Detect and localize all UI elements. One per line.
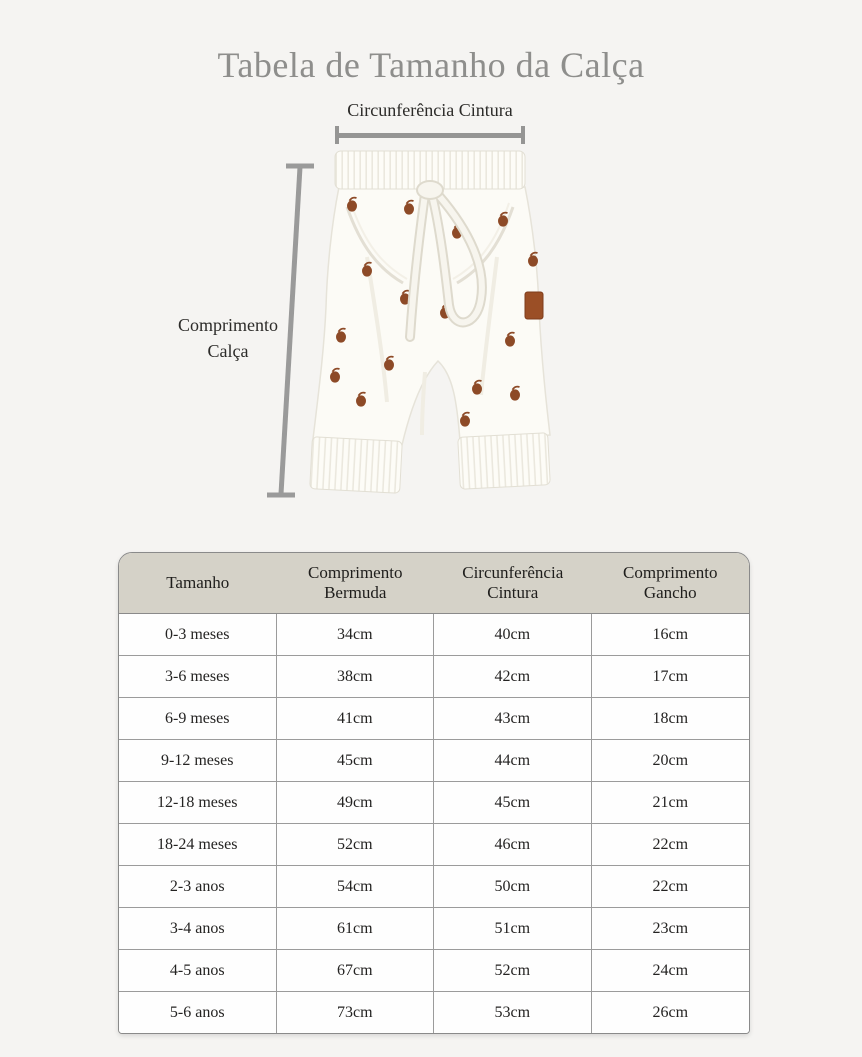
table-cell: 51cm: [434, 908, 592, 950]
table-cell: 43cm: [434, 698, 592, 740]
brand-patch-icon: [525, 292, 543, 319]
column-header: Circunferência Cintura: [434, 553, 592, 614]
table-cell: 73cm: [277, 992, 435, 1033]
table-cell: 61cm: [277, 908, 435, 950]
table-cell: 38cm: [277, 656, 435, 698]
table-cell: 67cm: [277, 950, 435, 992]
table-row: [119, 782, 749, 824]
length-measure-label-line2: Calça: [207, 341, 249, 361]
table-cell: 3-6 meses: [119, 656, 277, 698]
size-table-grid: [119, 553, 749, 1033]
table-cell: 45cm: [277, 740, 435, 782]
table-row: [119, 614, 749, 656]
table-cell: 52cm: [434, 950, 592, 992]
table-cell: 54cm: [277, 866, 435, 908]
column-header: Tamanho: [119, 553, 277, 614]
table-cell: 6-9 meses: [119, 698, 277, 740]
size-table-header: [119, 553, 749, 614]
table-cell: 20cm: [592, 740, 750, 782]
size-table-body: [119, 614, 749, 1033]
page-title: Tabela de Tamanho da Calça: [217, 45, 645, 85]
table-cell: 18-24 meses: [119, 824, 277, 866]
table-row: [119, 950, 749, 992]
column-header: Comprimento Gancho: [592, 553, 750, 614]
table-cell: 40cm: [434, 614, 592, 656]
column-header: Comprimento Bermuda: [277, 553, 435, 614]
waist-measure-label: Circunferência Cintura: [347, 100, 513, 120]
table-cell: 24cm: [592, 950, 750, 992]
table-row: [119, 992, 749, 1033]
left-cuff: [310, 437, 403, 494]
table-cell: 49cm: [277, 782, 435, 824]
table-cell: 9-12 meses: [119, 740, 277, 782]
table-cell: 22cm: [592, 824, 750, 866]
table-cell: 44cm: [434, 740, 592, 782]
measure-line-cap-right: [521, 126, 525, 144]
size-table: [118, 552, 750, 1034]
table-cell: 53cm: [434, 992, 592, 1033]
pants-body: [313, 187, 550, 445]
table-row: [119, 908, 749, 950]
length-measure-label: [148, 312, 308, 364]
table-cell: 52cm: [277, 824, 435, 866]
table-row: [119, 866, 749, 908]
table-row: [119, 698, 749, 740]
pants-illustration: [305, 147, 560, 505]
table-cell: 42cm: [434, 656, 592, 698]
table-cell: 23cm: [592, 908, 750, 950]
table-cell: 41cm: [277, 698, 435, 740]
table-cell: 4-5 anos: [119, 950, 277, 992]
table-cell: 46cm: [434, 824, 592, 866]
table-cell: 26cm: [592, 992, 750, 1033]
measure-line-bar: [339, 133, 521, 138]
table-cell: 3-4 anos: [119, 908, 277, 950]
table-row: [119, 824, 749, 866]
header-row: [119, 553, 749, 614]
table-row: [119, 656, 749, 698]
table-row: [119, 740, 749, 782]
waist-measure-line: [335, 126, 525, 144]
table-cell: 50cm: [434, 866, 592, 908]
table-cell: 5-6 anos: [119, 992, 277, 1033]
table-cell: 22cm: [592, 866, 750, 908]
table-cell: 18cm: [592, 698, 750, 740]
right-cuff: [458, 433, 551, 490]
table-cell: 17cm: [592, 656, 750, 698]
table-cell: 12-18 meses: [119, 782, 277, 824]
table-cell: 45cm: [434, 782, 592, 824]
table-cell: 16cm: [592, 614, 750, 656]
length-measure-label-line1: Comprimento: [178, 315, 278, 335]
table-cell: 34cm: [277, 614, 435, 656]
table-cell: 21cm: [592, 782, 750, 824]
table-cell: 0-3 meses: [119, 614, 277, 656]
table-cell: 2-3 anos: [119, 866, 277, 908]
